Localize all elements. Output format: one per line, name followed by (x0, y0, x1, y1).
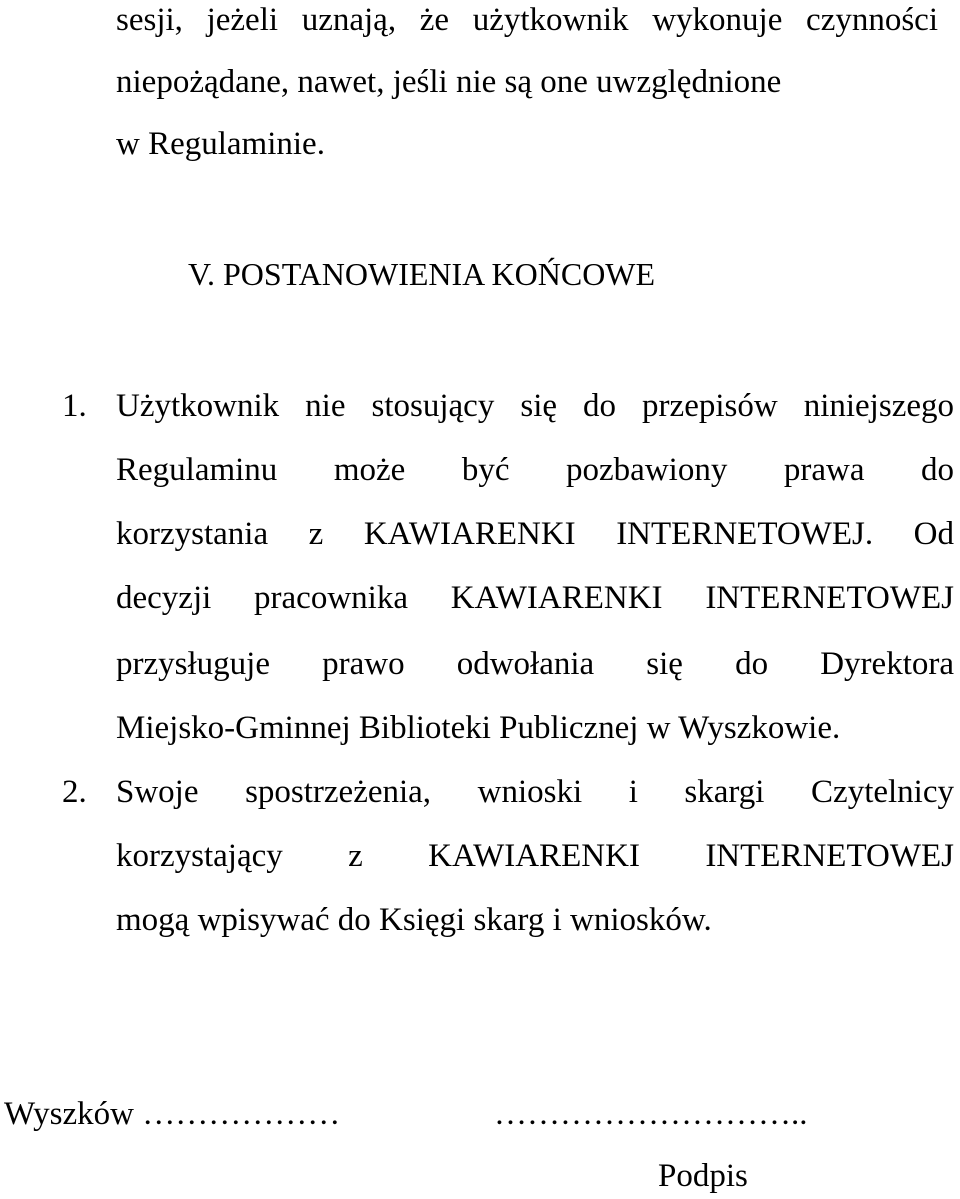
signature-label: Podpis (658, 1158, 748, 1194)
item-1-line-2: Regulaminu może być pozbawiony prawa do (116, 452, 954, 488)
place-date-line: Wyszków ……………… (4, 1096, 341, 1132)
item-1-line-6: Miejsko-Gminnej Biblioteki Publicznej w Wyszkowie. (116, 710, 841, 746)
section-heading: V. POSTANOWIENIA KOŃCOWE (188, 256, 656, 292)
item-2-number: 2. (62, 774, 87, 810)
item-1-line-5: przysługuje prawo odwołania się do Dyrektora (116, 646, 954, 682)
item-2-line-1: Swoje spostrzeżenia, wnioski i skargi Czytelnicy (116, 774, 954, 810)
item-1-number: 1. (62, 388, 87, 424)
intro-line-3: w Regulaminie. (116, 126, 325, 162)
intro-line-2: niepożądane, nawet, jeśli nie są one uwzględnione (116, 64, 782, 100)
item-2-line-2: korzystający z KAWIARENKI INTERNETOWEJ (116, 838, 954, 874)
signature-line: ……………………….. (494, 1096, 808, 1132)
item-1-line-1: Użytkownik nie stosujący się do przepisów niniejszego (116, 388, 954, 424)
item-1-line-3: korzystania z KAWIARENKI INTERNETOWEJ. Od (116, 516, 954, 552)
intro-line-1: sesji, jeżeli uznają, że użytkownik wykonuje czynności (116, 2, 938, 38)
item-1-line-4: decyzji pracownika KAWIARENKI INTERNETOWEJ (116, 580, 954, 616)
item-2-line-3: mogą wpisywać do Księgi skarg i wniosków. (116, 902, 712, 938)
